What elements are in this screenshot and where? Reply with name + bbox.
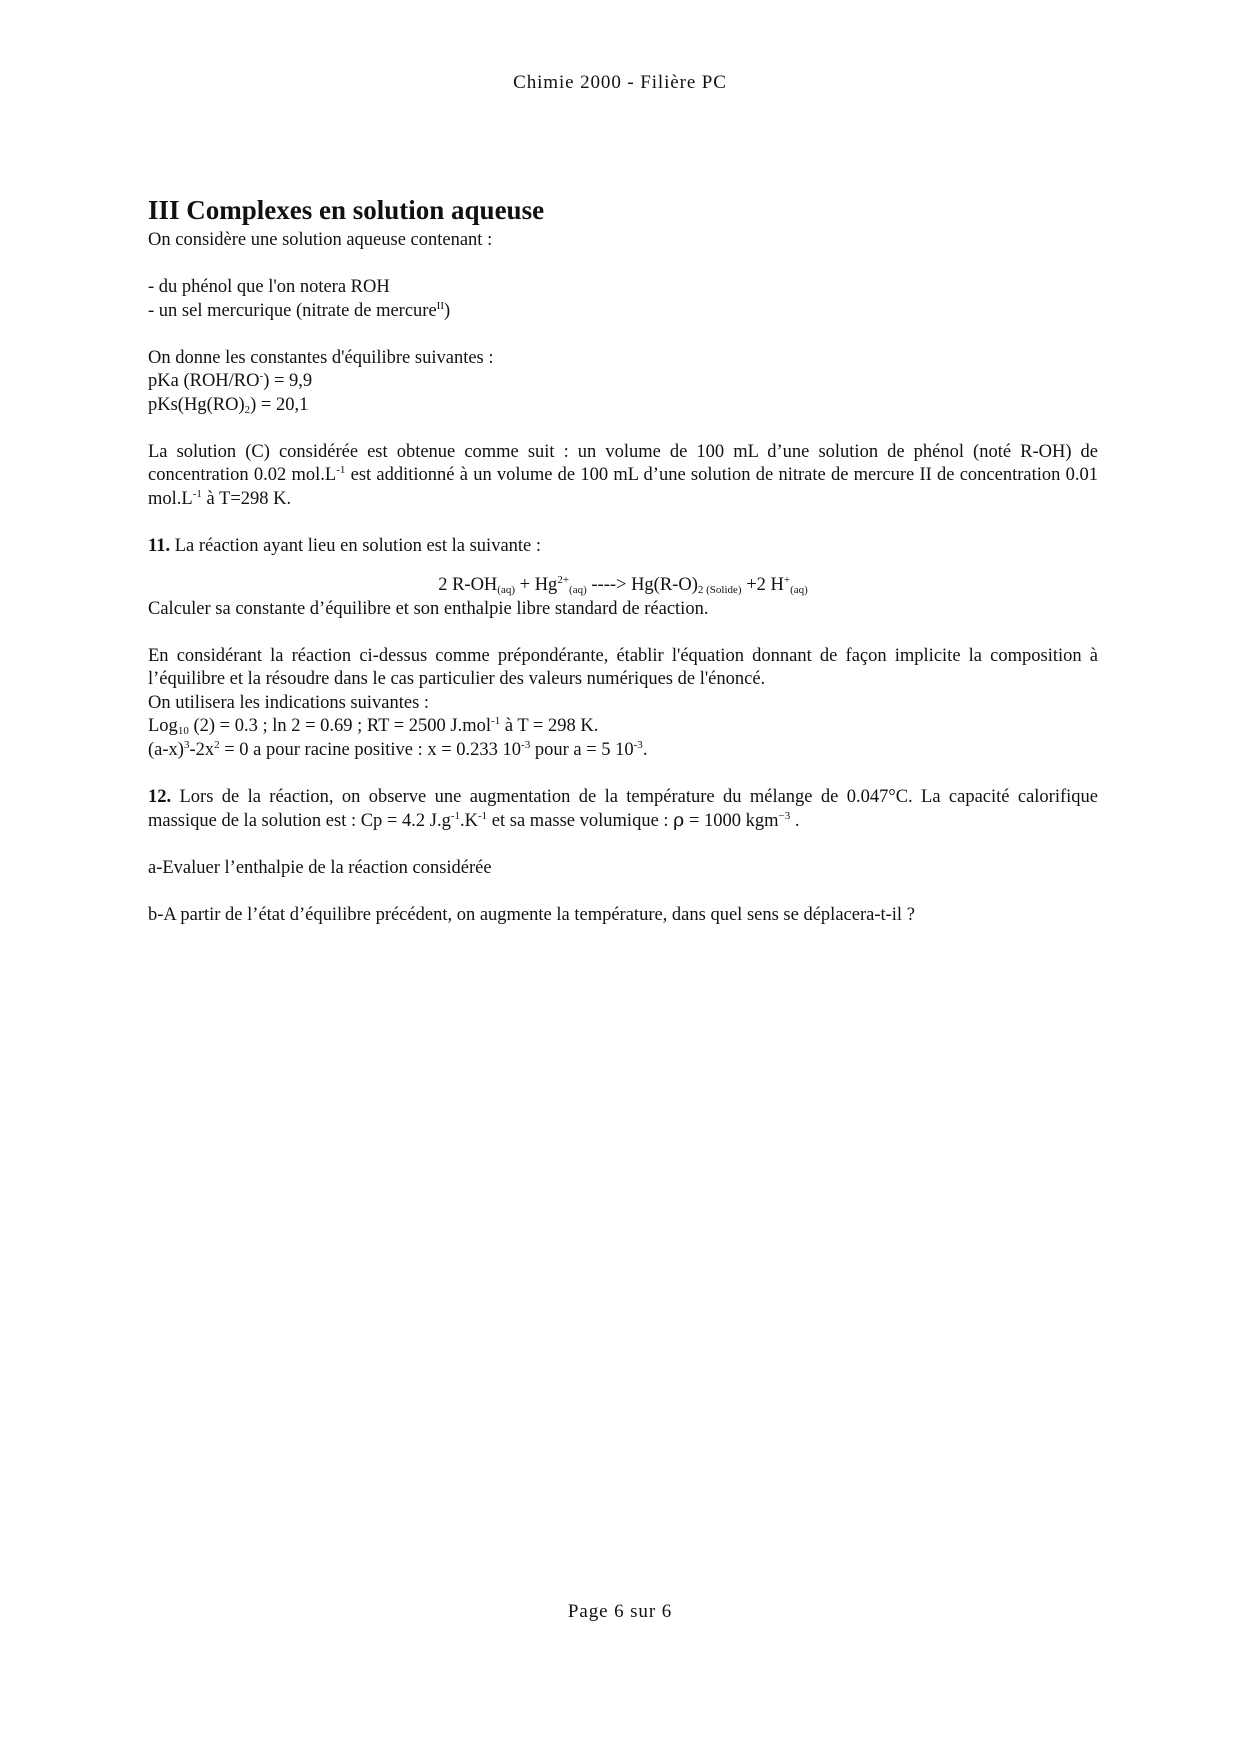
- constants-intro: On donne les constantes d'équilibre suivantes :: [148, 347, 494, 368]
- question-12: 12. Lors de la réaction, on observe une augmentation de la température du mélange de 0.047°C. La capacité calorifique massique de la solution est : Cp = 4.2 $J.g^{-1}.K^{-1}$ et sa masse volumique : ρ = 1000 kgm$^{-3}$ .: [148, 786, 1098, 831]
- question-12b: b-A partir de l’état d’équilibre précédent, on augmente la température, dans quel sens se déplacera-t-il ?: [148, 905, 915, 925]
- rho-symbol: ρ: [673, 809, 685, 831]
- list-item-mercury-salt: - un sel mercurique (nitrate de mercure$^{II}$): [148, 299, 451, 321]
- solution-description: La solution (C) considérée est obtenue comme suit : un volume de 100 mL d’une solution de phénol (noté R-OH) de concentration 0.02 $mol.L^{-1}$ est additionné à un volume de 100 mL d’une solution de nitrate de mercure II de concentration 0.01 $mol.L^{-1}$ à T=298 K.: [148, 441, 1098, 509]
- page-footer: Page 6 sur 6: [567, 1601, 673, 1622]
- pka-value: pKa (ROH/RO-) = 9,9: [148, 370, 313, 391]
- document-body: [148, 193, 1098, 928]
- section-title: III Complexes en solution aqueuse: [148, 195, 545, 225]
- calc-instruction: Calculer sa constante d’équilibre et son enthalpie libre standard de réaction.: [148, 598, 709, 619]
- hints-intro: On utilisera les indications suivantes :: [148, 692, 430, 713]
- hint-log: Log$_{10}$ (2) = 0.3 ; ln 2 = 0.69 ; RT = 2500 J.mol$^{-1}$ à T = 298 K.: [148, 715, 599, 738]
- intro-text: On considère une solution aqueuse contenant :: [148, 230, 493, 250]
- equilibrium-paragraph: En considérant la réaction ci-dessus comme prépondérante, établir l'équation donnant de façon implicite la composition à l’équilibre et la résoudre dans le cas particulier des valeurs numériques de l'énoncé.: [148, 645, 1098, 689]
- reaction-equation: 2 $R-OH_{(aq)} + Hg^{2+}_{(aq)}$ ----> $Hg(R-O)_{2 (Solide)} +2$ $H^+_{(aq)}$: [438, 574, 808, 597]
- list-item-phenol: - du phénol que l'on notera ROH: [148, 277, 390, 297]
- hint-root: $(a-x)^3-2x^2 = 0$ a pour racine positive : x = 0.233 $10^{-3}$ pour a = 5 $10^{-3}$.: [148, 738, 648, 760]
- question-number: 12.: [148, 786, 172, 807]
- question-number: 11.: [148, 535, 171, 556]
- question-12a: a-Evaluer l’enthalpie de la réaction considérée: [148, 858, 492, 878]
- page-header: Chimie 2000 - Filière PC: [513, 72, 727, 93]
- question-11: 11. La réaction ayant lieu en solution est la suivante :: [148, 535, 542, 556]
- pks-value: $pKs(Hg(RO)_2) = 20,1$: [148, 394, 309, 416]
